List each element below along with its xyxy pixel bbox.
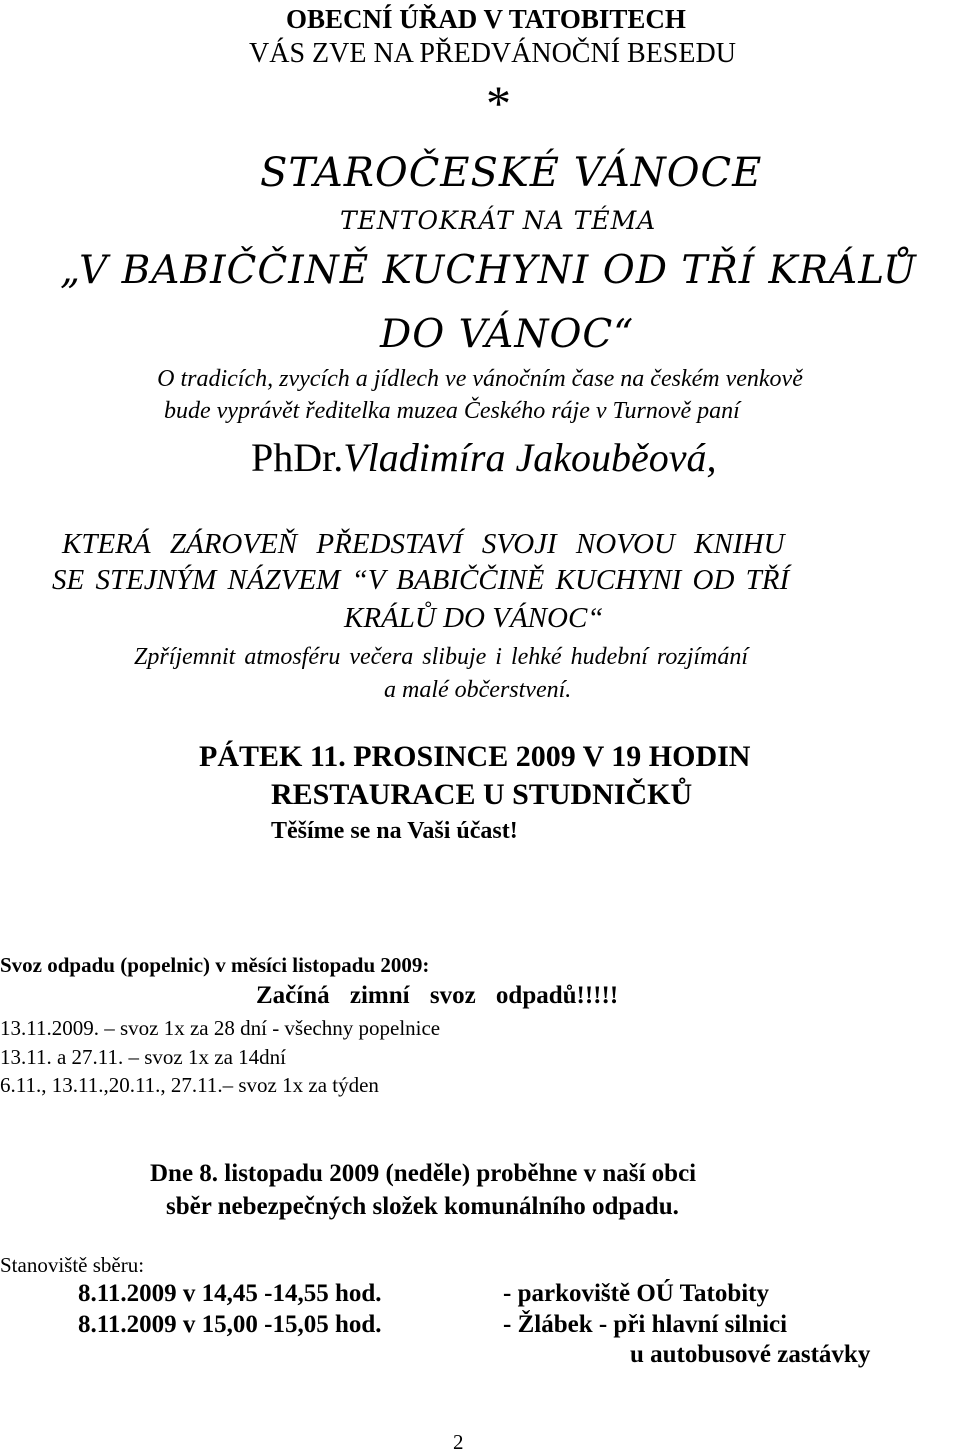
book-line-1: KTERÁ ZÁROVEŇ PŘEDSTAVÍ SVOJI NOVOU KNIHU [62,528,785,560]
event-theme-line-1: „V BABIČČINĚ KUCHYNI OD TŘÍ KRÁLŮ [60,248,917,293]
event-subtitle: TENTOKRÁT NA TÉMA [340,206,657,235]
book-line-2: SE STEJNÝM NÁZVEM “V BABIČČINĚ KUCHYNI OD TŘÍ [52,564,790,596]
station-place: - Žlábek - při hlavní silnici [503,1311,788,1338]
page-number: 2 [453,1430,464,1454]
speaker-name: Vladimíra Jakouběová, [343,435,717,480]
asterisk-decoration: * [486,75,511,131]
book-line-3: KRÁLŮ DO VÁNOC“ [344,602,604,634]
event-theme-line-2: DO VÁNOC“ [380,312,635,357]
waste-heading: Svoz odpadu (popelnic) v měsíci listopadu 2009: [0,953,430,977]
event-venue: RESTAURACE U STUDNIČKŮ [271,778,693,811]
event-date: PÁTEK 11. PROSINCE 2009 V 19 HODIN [199,740,751,773]
welcome-text: Těšíme se na Vaši účast! [271,818,518,844]
waste-item: 6.11., 13.11.,20.11., 27.11.– svoz 1x za týden [0,1073,379,1097]
station-place-continuation: u autobusové zastávky [630,1341,871,1368]
description-line-2: bude vyprávět ředitelka muzea Českého ráje v Turnově paní [164,398,740,424]
waste-item: 13.11. a 27.11. – svoz 1x za 14dní [0,1045,286,1069]
event-title: STAROČESKÉ VÁNOCE [260,150,763,196]
description-line-1: O tradicích, zvycích a jídlech ve vánočním čase na českém venkově [157,366,803,392]
extra-line-1: Zpříjemnit atmosféru večera slibuje i lehké hudební rozjímání [134,644,749,670]
station-place: - parkoviště OÚ Tatobity [503,1280,770,1307]
station-time: 8.11.2009 v 15,00 -15,05 hod. [78,1311,382,1338]
office-title: OBECNÍ ÚŘAD V TATOBITECH [286,4,686,34]
extra-line-2: a malé občerstvení. [384,677,572,703]
station-time: 8.11.2009 v 14,45 -14,55 hod. [78,1280,382,1307]
speaker-prefix: PhDr. [251,435,344,480]
winter-collection-notice: Začíná zimní svoz odpadů!!!!! [256,982,619,1009]
hazardous-line-1: Dne 8. listopadu 2009 (neděle) proběhne v naší obci [150,1160,697,1187]
hazardous-line-2: sběr nebezpečných složek komunálního odpadu. [166,1193,679,1220]
invitation-line: VÁS ZVE NA PŘEDVÁNOČNÍ BESEDU [249,38,736,69]
speaker [251,434,717,481]
stations-label: Stanoviště sběru: [0,1253,145,1277]
waste-item: 13.11.2009. – svoz 1x za 28 dní - všechny popelnice [0,1016,441,1040]
